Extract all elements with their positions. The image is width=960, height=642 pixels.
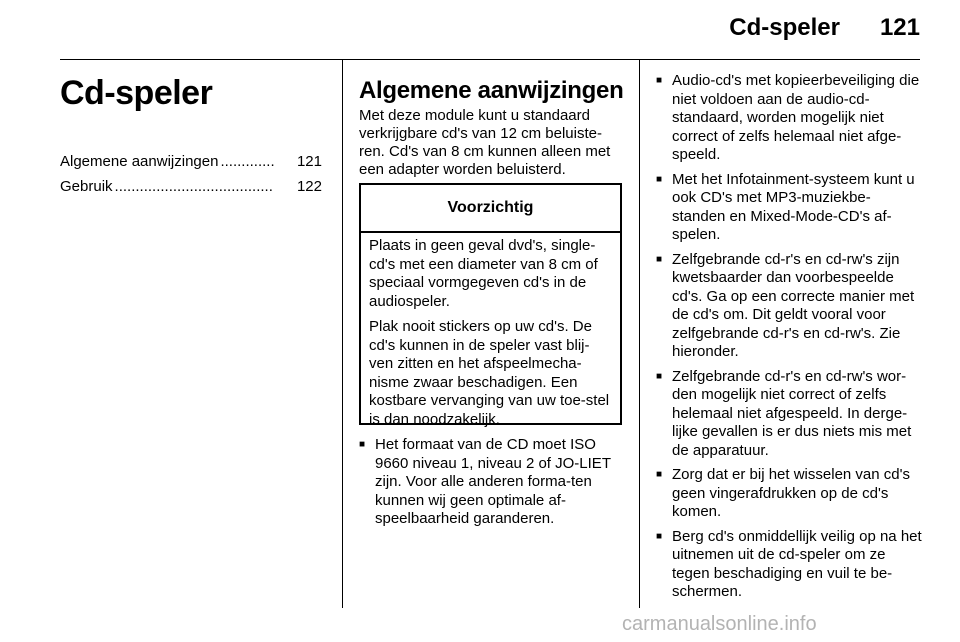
list-item-text: Zelfgebrande cd-r's en cd-rw's zijn kwetsbaarder dan voorbespeelde cd's. Ga op een correcte manier met de cd's om. Dit geldt vooral voor zelfgebrande cd-r's en cd-rw's. Zie hieronder.: [672, 250, 915, 360]
bullet-square-icon: ■: [656, 370, 663, 382]
toc-entry-label: Gebruik: [60, 178, 113, 195]
bullet-list-right: [656, 72, 924, 608]
bullet-list-middle: [359, 436, 629, 535]
caution-paragraph: Plaats in geen geval dvd's, single-cd's met een diameter van 8 cm of speciaal vormgegeven cd's in de audiospeler.: [369, 237, 598, 310]
header-divider: [60, 59, 920, 60]
bullet-square-icon: ■: [656, 75, 663, 86]
bullet-square-icon: ■: [656, 469, 663, 480]
caution-box: [359, 183, 622, 428]
toc-entry-page: 122: [296, 178, 322, 195]
caution-body: [361, 233, 620, 429]
watermark: carmanualsonline.info: [622, 613, 817, 635]
list-item-text: Met het Infotainment-systeem kunt u ook CD's met MP3-muziekbe-standen en Mixed-Mode-CD's af-spelen.: [672, 170, 915, 243]
column-divider: [639, 60, 640, 608]
section-heading: Algemene aanwijzingen: [359, 77, 624, 104]
toc-leader-dots: ......................................: [114, 178, 273, 195]
toc-entry[interactable]: [60, 174, 322, 199]
bullet-square-icon: ■: [656, 253, 663, 265]
bullet-square-icon: ■: [359, 439, 366, 450]
toc-entry-label: Algemene aanwijzingen: [60, 153, 219, 170]
list-item-text: Zorg dat er bij het wisselen van cd's geen vingerafdrukken op de cd's komen.: [672, 466, 910, 520]
table-of-contents: [60, 149, 322, 199]
caution-paragraph: Plak nooit stickers op uw cd's. De cd's kunnen in de speler vast blij-ven zitten en het afspeelmecha-nisme zwaar beschadigen. Een kostbare vervanging van uw toe-stel is dan noodzakelijk.: [369, 318, 610, 428]
chapter-title: Cd-speler: [60, 74, 213, 112]
list-item: [656, 251, 924, 362]
list-item: [359, 436, 629, 529]
toc-entry-page: 121: [296, 153, 322, 170]
list-item-text: Audio-cd's met kopieerbeveiliging die niet voldoen aan de audio-cd-standaard, worden mogelijk niet correct of zelfs helemaal niet afge-speeld.: [672, 72, 920, 163]
toc-entry[interactable]: [60, 149, 322, 174]
list-item: [656, 72, 924, 165]
running-header-title: Cd-speler: [729, 14, 840, 41]
list-item: [656, 528, 924, 602]
column-divider: [342, 60, 343, 608]
list-item-text: Berg cd's onmiddellijk veilig op na het uitnemen uit de cd-speler om ze tegen beschadiging en vuil te be-schermen.: [672, 527, 922, 600]
list-item-text: Het formaat van de CD moet ISO 9660 niveau 1, niveau 2 of JO-LIET zijn. Voor alle anderen forma-ten kunnen wij geen optimale af-speelbaarheid garanderen.: [375, 436, 611, 527]
list-item: [656, 466, 924, 522]
bullet-square-icon: ■: [656, 530, 663, 542]
list-item: [656, 368, 924, 461]
list-item: [656, 171, 924, 245]
toc-leader-dots: .............: [220, 153, 275, 170]
list-item-text: Zelfgebrande cd-r's en cd-rw's wor-den mogelijk niet correct of zelfs helemaal niet afgespeeld. In derge-lijke gevallen is er dus niets mis met de apparatuur.: [672, 367, 912, 459]
bullet-square-icon: ■: [656, 173, 663, 185]
caution-title: Voorzichtig: [361, 185, 620, 233]
intro-paragraph: Met deze module kunt u standaard verkrijgbare cd's van 12 cm beluiste-ren. Cd's van 8 cm kunnen alleen met een adapter worden beluisterd.: [359, 107, 611, 178]
page-number: 121: [879, 14, 920, 41]
